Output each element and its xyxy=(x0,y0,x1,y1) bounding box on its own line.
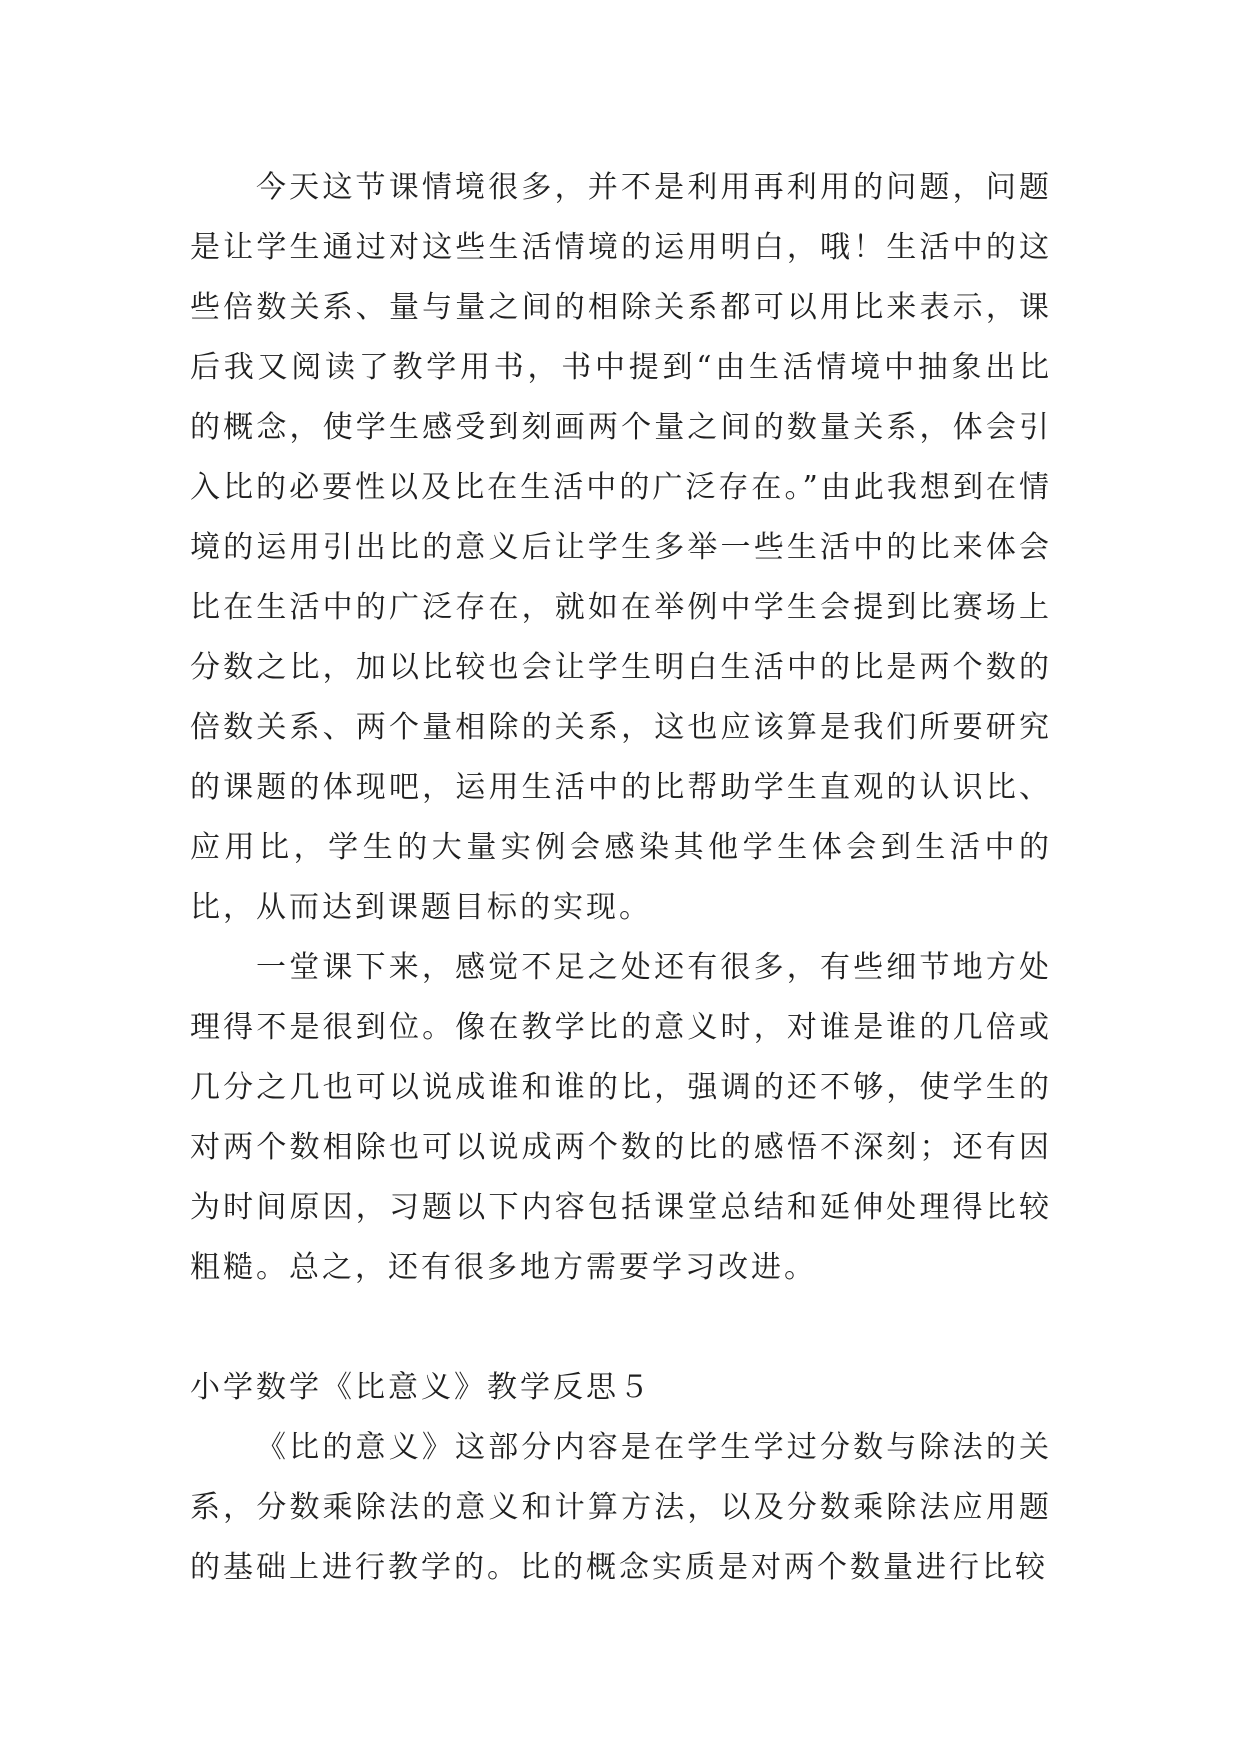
document-body xyxy=(190,158,1052,1598)
section-paragraph-1: 《比的意义》这部分内容是在学生学过分数与除法的关系，分数乘除法的意义和计算方法，以及分数乘除法应用题的基础上进行教学的。比的概念实质是对两个数量进行比较 xyxy=(190,1430,1052,1585)
paragraph-1: 今天这节课情境很多，并不是利用再利用的问题，问题是让学生通过对这些生活情境的运用明白，哦！生活中的这些倍数关系、量与量之间的相除关系都可以用比来表示，课后我又阅读了教学用书，书中提到“由生活情境中抽象出比的概念，使学生感受到刻画两个量之间的数量关系，体会引入比的必要性以及比在生活中的广泛存在。”由此我想到在情境的运用引出比的意义后让学生多举一些生活中的比来体会比在生活中的广泛存在，就如在举例中学生会提到比赛场上分数之比，加以比较也会让学生明白生活中的比是两个数的倍数关系、两个量相除的关系，这也应该算是我们所要研究的课题的体现吧，运用生活中的比帮助学生直观的认识比、应用比，学生的大量实例会感染其他学生体会到生活中的比，从而达到课题目标的实现。 xyxy=(190,170,1052,925)
section-heading: 小学数学《比意义》教学反思５ xyxy=(190,1370,652,1405)
paragraph-2: 一堂课下来，感觉不足之处还有很多，有些细节地方处理得不是很到位。像在教学比的意义时，对谁是谁的几倍或几分之几也可以说成谁和谁的比，强调的还不够，使学生的对两个数相除也可以说成两个数的比的感悟不深刻；还有因为时间原因，习题以下内容包括课堂总结和延伸处理得比较粗糙。总之，还有很多地方需要学习改进。 xyxy=(190,950,1052,1285)
